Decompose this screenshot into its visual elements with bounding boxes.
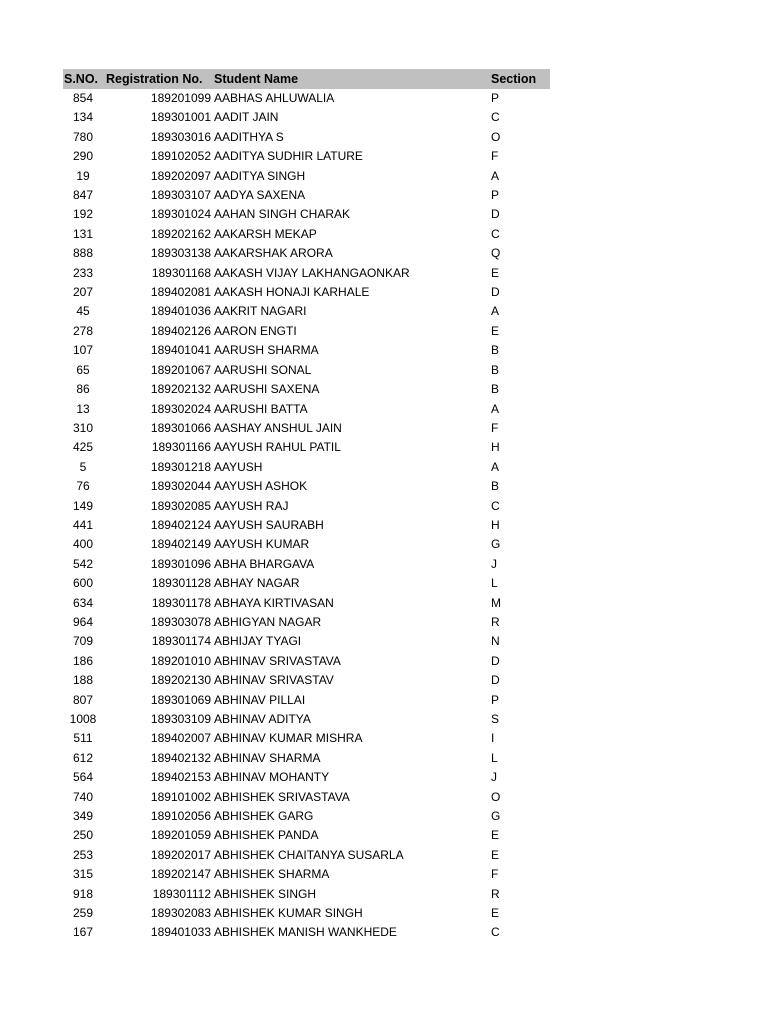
table-row xyxy=(63,477,550,496)
cell-section: J xyxy=(491,770,497,785)
cell-section: S xyxy=(491,712,500,726)
cell-student-name: ABHISHEK PANDA xyxy=(214,828,319,843)
table-row xyxy=(63,205,550,224)
cell-registration-no: 189301178 xyxy=(151,595,211,610)
cell-section: C xyxy=(491,925,500,940)
table-row xyxy=(63,167,550,186)
cell-registration-no: 189202147 xyxy=(150,867,211,882)
table-row xyxy=(63,322,550,341)
cell-sno: 511 xyxy=(73,731,93,746)
cell-student-name: ABHINAV SHARMA xyxy=(214,750,321,765)
table-row xyxy=(63,516,550,535)
header-registration-no: Registration No. xyxy=(106,72,203,86)
header-sno: S.NO. xyxy=(64,72,99,86)
table-row xyxy=(63,244,550,263)
cell-section: D xyxy=(491,285,500,300)
table-header-row xyxy=(63,69,550,89)
table-row xyxy=(63,497,550,516)
cell-sno: 290 xyxy=(72,149,94,164)
cell-student-name: AADITYA SUDHIR LATURE xyxy=(214,149,363,164)
table-row xyxy=(63,89,550,108)
cell-sno: 134 xyxy=(72,110,94,125)
cell-sno: 315 xyxy=(72,867,94,882)
cell-student-name: AAYUSH SAURABH xyxy=(214,517,324,532)
cell-sno: 65 xyxy=(76,362,90,377)
cell-sno: 167 xyxy=(72,925,94,940)
cell-sno: 400 xyxy=(72,537,94,552)
cell-registration-no: 189301069 xyxy=(150,692,211,707)
cell-student-name: AARUSHI SAXENA xyxy=(214,382,320,397)
cell-section: H xyxy=(491,517,500,532)
table-row xyxy=(63,885,550,904)
cell-student-name: ABHAYA KIRTIVASAN xyxy=(214,595,334,610)
cell-section: D xyxy=(491,653,500,668)
cell-section: G xyxy=(491,537,501,552)
cell-registration-no: 189201067 xyxy=(150,362,211,377)
cell-section: E xyxy=(491,906,500,921)
cell-sno: 542 xyxy=(72,556,94,571)
cell-sno: 600 xyxy=(72,576,94,591)
cell-registration-no: 189101002 xyxy=(150,789,211,804)
cell-registration-no: 189201059 xyxy=(150,828,211,843)
cell-sno: 349 xyxy=(72,809,94,824)
cell-section: J xyxy=(491,556,497,571)
cell-student-name: ABHINAV ADITYA xyxy=(214,712,311,726)
cell-section: P xyxy=(491,188,500,203)
cell-section: B xyxy=(491,382,500,397)
header-section: Section xyxy=(491,72,537,86)
table-row xyxy=(63,438,550,457)
cell-section: F xyxy=(491,867,499,882)
cell-student-name: AAKARSH MEKAP xyxy=(214,226,317,241)
cell-registration-no: 189301168 xyxy=(151,265,211,280)
cell-section: R xyxy=(491,886,500,901)
cell-section: E xyxy=(491,323,500,338)
cell-sno: 5 xyxy=(79,459,87,474)
cell-student-name: AARON ENGTI xyxy=(214,323,297,338)
cell-registration-no: 189401033 xyxy=(150,925,211,940)
cell-section: L xyxy=(491,576,498,591)
cell-student-name: AAHAN SINGH CHARAK xyxy=(214,207,351,222)
cell-section: N xyxy=(491,634,500,649)
cell-registration-no: 189402081 xyxy=(150,285,211,300)
cell-registration-no: 189402124 xyxy=(150,517,211,532)
header-student-name: Student Name xyxy=(214,72,299,86)
cell-registration-no: 189303016 xyxy=(150,129,211,144)
cell-section: F xyxy=(491,420,499,435)
table-row xyxy=(63,574,550,593)
cell-section: D xyxy=(491,207,500,222)
cell-student-name: ABHISHEK GARG xyxy=(214,809,314,824)
cell-student-name: AAYUSH ASHOK xyxy=(214,479,308,494)
cell-registration-no: 189303107 xyxy=(150,188,211,203)
table-row xyxy=(63,923,550,942)
table-row xyxy=(63,225,550,244)
cell-sno: 709 xyxy=(72,634,94,649)
cell-registration-no: 189303138 xyxy=(150,246,211,261)
cell-registration-no: 189402007 xyxy=(150,731,211,746)
cell-sno: 188 xyxy=(72,673,94,688)
cell-section: P xyxy=(491,692,500,707)
cell-sno: 253 xyxy=(72,847,94,862)
cell-registration-no: 189301174 xyxy=(151,634,211,649)
cell-sno: 19 xyxy=(76,168,90,183)
cell-section: O xyxy=(491,129,501,144)
cell-registration-no: 189301096 xyxy=(150,556,211,571)
table-row xyxy=(63,710,550,729)
cell-registration-no: 189301066 xyxy=(150,420,211,435)
cell-registration-no: 189302024 xyxy=(150,401,211,416)
cell-student-name: AADIT JAIN xyxy=(214,110,279,125)
table-row xyxy=(63,302,550,321)
cell-sno: 278 xyxy=(72,323,94,338)
cell-student-name: ABHA BHARGAVA xyxy=(214,556,315,571)
cell-registration-no: 189202162 xyxy=(150,226,211,241)
table-row xyxy=(63,691,550,710)
cell-student-name: ABHIJAY TYAGI xyxy=(214,634,302,649)
cell-sno: 847 xyxy=(72,188,94,203)
student-table xyxy=(63,69,550,943)
cell-student-name: ABHINAV KUMAR MISHRA xyxy=(214,731,363,746)
cell-student-name: ABHISHEK SHARMA xyxy=(214,867,330,882)
cell-student-name: ABHINAV PILLAI xyxy=(214,692,306,707)
cell-sno: 425 xyxy=(72,440,94,455)
cell-student-name: AAKRIT NAGARI xyxy=(214,304,307,319)
cell-student-name: AARUSH SHARMA xyxy=(214,343,319,358)
cell-registration-no: 189402153 xyxy=(150,770,211,785)
cell-registration-no: 189301112 xyxy=(152,886,211,901)
cell-registration-no: 189202017 xyxy=(150,847,211,862)
table-row xyxy=(63,400,550,419)
cell-student-name: AAYUSH KUMAR xyxy=(214,537,310,552)
cell-registration-no: 189301024 xyxy=(150,207,211,222)
cell-registration-no: 189302085 xyxy=(150,498,211,513)
cell-sno: 1008 xyxy=(69,712,97,726)
cell-section: A xyxy=(491,401,500,416)
cell-registration-no: 189401041 xyxy=(150,343,211,358)
table-row xyxy=(63,108,550,127)
cell-sno: 564 xyxy=(72,770,94,785)
table-row xyxy=(63,904,550,923)
cell-registration-no: 189303109 xyxy=(150,712,211,726)
table-row xyxy=(63,186,550,205)
cell-sno: 854 xyxy=(72,91,94,105)
cell-student-name: AABHAS AHLUWALIA xyxy=(214,91,335,105)
cell-sno: 207 xyxy=(72,285,94,300)
cell-registration-no: 189301218 xyxy=(150,459,211,474)
table-row xyxy=(63,652,550,671)
cell-section: A xyxy=(491,304,500,319)
cell-sno: 13 xyxy=(76,401,90,416)
cell-student-name: AAKASH HONAJI KARHALE xyxy=(214,285,370,300)
table-row xyxy=(63,826,550,845)
cell-registration-no: 189301128 xyxy=(151,576,211,591)
table-row xyxy=(63,768,550,787)
cell-sno: 740 xyxy=(72,789,94,804)
cell-student-name: AAYUSH RAJ xyxy=(214,498,289,513)
cell-student-name: AADYA SAXENA xyxy=(214,188,306,203)
cell-sno: 310 xyxy=(72,420,94,435)
cell-student-name: ABHISHEK SRIVASTAVA xyxy=(214,789,350,804)
cell-student-name: AAKASH VIJAY LAKHANGAONKAR xyxy=(214,265,410,280)
cell-section: O xyxy=(491,789,501,804)
table-row xyxy=(63,671,550,690)
cell-section: Q xyxy=(491,246,501,261)
cell-section: E xyxy=(491,265,500,280)
table-row xyxy=(63,361,550,380)
table-row xyxy=(63,380,550,399)
table-row xyxy=(63,749,550,768)
cell-student-name: ABHINAV SRIVASTAVA xyxy=(214,653,341,668)
cell-student-name: ABHINAV MOHANTY xyxy=(214,770,330,785)
table-row xyxy=(63,128,550,147)
cell-sno: 86 xyxy=(76,382,90,397)
cell-student-name: AAKARSHAK ARORA xyxy=(214,246,333,261)
table-body xyxy=(63,89,550,943)
table-row xyxy=(63,865,550,884)
cell-student-name: ABHIGYAN NAGAR xyxy=(214,614,322,629)
cell-student-name: AASHAY ANSHUL JAIN xyxy=(214,420,342,435)
cell-student-name: ABHISHEK KUMAR SINGH xyxy=(214,906,363,921)
cell-registration-no: 189201099 xyxy=(150,91,211,105)
cell-student-name: AAYUSH RAHUL PATIL xyxy=(214,440,341,455)
cell-student-name: ABHISHEK MANISH WANKHEDE xyxy=(214,925,397,940)
cell-sno: 186 xyxy=(72,653,94,668)
cell-section: G xyxy=(491,809,501,824)
cell-registration-no: 189202132 xyxy=(150,382,211,397)
table-row xyxy=(63,807,550,826)
cell-registration-no: 189202097 xyxy=(150,168,211,183)
cell-section: C xyxy=(491,226,500,241)
cell-section: L xyxy=(491,750,498,765)
cell-student-name: ABHAY NAGAR xyxy=(214,576,300,591)
cell-section: B xyxy=(491,362,500,377)
table-row xyxy=(63,613,550,632)
cell-section: M xyxy=(491,595,501,610)
cell-section: I xyxy=(491,731,495,746)
cell-registration-no: 189402149 xyxy=(150,537,211,552)
cell-registration-no: 189303078 xyxy=(150,614,211,629)
cell-sno: 192 xyxy=(72,207,94,222)
cell-sno: 45 xyxy=(76,304,90,319)
cell-sno: 888 xyxy=(72,246,94,261)
cell-student-name: ABHISHEK CHAITANYA SUSARLA xyxy=(214,847,404,862)
cell-student-name: AADITHYA S xyxy=(214,129,284,144)
cell-section: B xyxy=(491,479,500,494)
cell-registration-no: 189402132 xyxy=(150,750,211,765)
cell-registration-no: 189402126 xyxy=(150,323,211,338)
cell-section: A xyxy=(491,168,500,183)
cell-sno: 149 xyxy=(72,498,94,513)
cell-section: C xyxy=(491,110,500,125)
cell-registration-no: 189302044 xyxy=(150,479,211,494)
cell-sno: 107 xyxy=(72,343,94,358)
cell-sno: 259 xyxy=(72,906,94,921)
cell-student-name: AARUSHI SONAL xyxy=(214,362,312,377)
cell-sno: 441 xyxy=(72,517,94,532)
cell-section: C xyxy=(491,498,500,513)
cell-section: P xyxy=(491,91,500,105)
cell-student-name: AARUSHI BATTA xyxy=(214,401,308,416)
cell-sno: 634 xyxy=(72,595,94,610)
cell-section: H xyxy=(491,440,500,455)
cell-sno: 780 xyxy=(72,129,94,144)
cell-student-name: ABHISHEK SINGH xyxy=(214,886,317,901)
cell-section: F xyxy=(491,149,499,164)
table-row xyxy=(63,632,550,651)
cell-registration-no: 189202130 xyxy=(150,673,211,688)
table-row xyxy=(63,341,550,360)
cell-section: A xyxy=(491,459,500,474)
cell-registration-no: 189301166 xyxy=(151,440,211,455)
cell-registration-no: 189302083 xyxy=(150,906,211,921)
cell-sno: 250 xyxy=(72,828,94,843)
cell-section: E xyxy=(491,828,500,843)
cell-registration-no: 189301001 xyxy=(150,110,211,125)
table-row xyxy=(63,729,550,748)
cell-sno: 807 xyxy=(72,692,94,707)
cell-registration-no: 189201010 xyxy=(150,653,211,668)
table-row xyxy=(63,594,550,613)
cell-sno: 964 xyxy=(72,614,94,629)
cell-section: D xyxy=(491,673,500,688)
cell-section: B xyxy=(491,343,500,358)
cell-student-name: AAYUSH xyxy=(214,459,263,474)
cell-sno: 76 xyxy=(76,479,90,494)
table-row xyxy=(63,788,550,807)
table-row xyxy=(63,555,550,574)
cell-student-name: AADITYA SINGH xyxy=(214,168,306,183)
cell-sno: 918 xyxy=(72,886,94,901)
table-row xyxy=(63,846,550,865)
table-row xyxy=(63,147,550,166)
cell-registration-no: 189102052 xyxy=(150,149,211,164)
table-row xyxy=(63,535,550,554)
cell-sno: 131 xyxy=(72,226,94,241)
table-row xyxy=(63,458,550,477)
cell-section: E xyxy=(491,847,500,862)
table-row xyxy=(63,264,550,283)
cell-sno: 612 xyxy=(72,750,94,765)
cell-student-name: ABHINAV SRIVASTAV xyxy=(214,673,334,688)
cell-registration-no: 189102056 xyxy=(150,809,211,824)
cell-sno: 233 xyxy=(72,265,94,280)
cell-registration-no: 189401036 xyxy=(150,304,211,319)
cell-section: R xyxy=(491,614,500,629)
table-row xyxy=(63,283,550,302)
table-row xyxy=(63,419,550,438)
